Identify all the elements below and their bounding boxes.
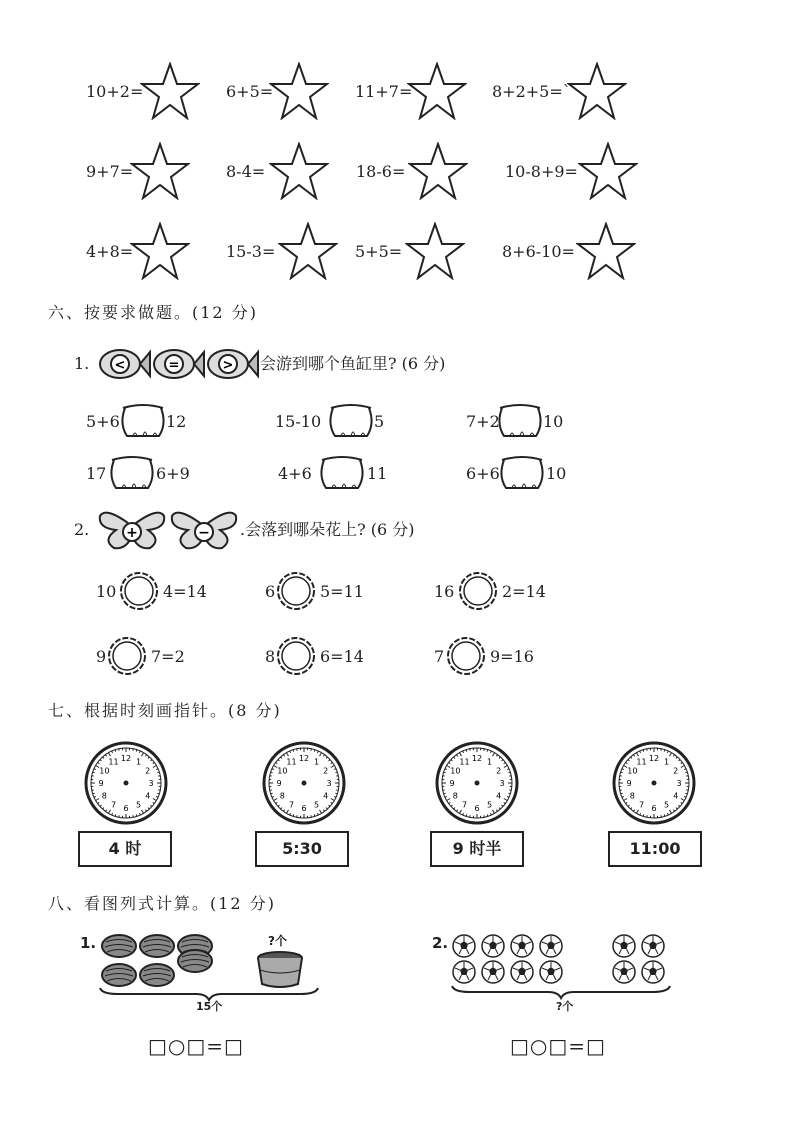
butterfly-symbol-minus: − bbox=[198, 525, 210, 541]
flower-left-6: 7 bbox=[434, 647, 445, 666]
clock-number: 10 bbox=[450, 766, 461, 776]
section-6-title: 六、按要求做题。(12 分) bbox=[48, 303, 258, 322]
answer-star-9[interactable] bbox=[130, 222, 190, 280]
problem-2-number: 2. bbox=[432, 934, 449, 952]
clock-number: 3 bbox=[326, 779, 332, 788]
star-problem-1: 10+2= bbox=[86, 82, 144, 101]
flower-right-3: 2=14 bbox=[502, 582, 546, 601]
fishbowl-right-6: 10 bbox=[546, 464, 567, 483]
flower-left-3: 16 bbox=[434, 582, 455, 601]
clock-number: 1 bbox=[135, 757, 142, 767]
soccer-ball-icon bbox=[510, 960, 534, 984]
star-problem-6: 8-4= bbox=[226, 162, 266, 181]
fish-symbol-lt: < bbox=[114, 358, 126, 373]
watermelon-icon bbox=[138, 933, 176, 959]
clock-number: 1 bbox=[663, 757, 670, 767]
q1-number: 1. bbox=[74, 354, 90, 373]
soccer-ball-icon bbox=[641, 934, 665, 958]
clock-number: 11 bbox=[636, 757, 647, 767]
flower-right-6: 9=16 bbox=[490, 647, 534, 666]
fishbowl-left-4: 17 bbox=[86, 464, 107, 483]
clock-number: 8 bbox=[452, 791, 458, 801]
star-problem-7: 18-6= bbox=[356, 162, 406, 181]
clock-number: 3 bbox=[676, 779, 682, 788]
answer-star-5[interactable] bbox=[130, 142, 190, 200]
soccer-ball-icon bbox=[612, 934, 636, 958]
clock-number: 10 bbox=[627, 766, 638, 776]
fishbowl-answer-3[interactable] bbox=[494, 402, 546, 442]
clock-number: 12 bbox=[471, 754, 483, 763]
answer-star-10[interactable] bbox=[278, 222, 338, 280]
flower-left-4: 9 bbox=[96, 647, 107, 666]
clock-number: 4 bbox=[323, 791, 329, 801]
clock-face-4[interactable] bbox=[612, 741, 696, 825]
problem-1-figure bbox=[80, 928, 330, 1018]
section-7-title: 七、根据时刻画指针。(8 分) bbox=[48, 701, 282, 720]
clock-number: 4 bbox=[145, 791, 151, 801]
flower-answer-2[interactable] bbox=[274, 569, 318, 613]
clock-number: 4 bbox=[673, 791, 679, 801]
answer-star-6[interactable] bbox=[269, 142, 329, 200]
fish-icon bbox=[100, 350, 150, 378]
q2-number: 2. bbox=[74, 520, 90, 539]
star-problem-9: 4+8= bbox=[86, 242, 134, 261]
flower-right-4: 7=2 bbox=[151, 647, 185, 666]
fish-icon bbox=[154, 350, 204, 378]
clock-number: 1 bbox=[486, 757, 493, 767]
clock-number: 2 bbox=[496, 766, 502, 776]
clock-number: 5 bbox=[663, 800, 670, 810]
time-label-2: 5:30 bbox=[255, 831, 349, 867]
fishbowl-answer-4[interactable] bbox=[106, 454, 158, 494]
fish-symbol-eq: = bbox=[168, 358, 180, 373]
clock-number: 7 bbox=[461, 800, 468, 810]
clock-center bbox=[475, 781, 480, 786]
clock-number: 9 bbox=[98, 779, 104, 788]
answer-star-7[interactable] bbox=[408, 142, 468, 200]
flower-left-1: 10 bbox=[96, 582, 117, 601]
clock-number: 2 bbox=[145, 766, 151, 776]
star-problem-11: 5+5= bbox=[355, 242, 403, 261]
problem-2-figure bbox=[432, 928, 682, 1018]
clock-face-1[interactable] bbox=[84, 741, 168, 825]
problem-1-unknown-label: ?个 bbox=[268, 934, 287, 948]
watermelon-icon bbox=[100, 962, 138, 988]
answer-star-1[interactable] bbox=[140, 62, 200, 120]
clock-number: 6 bbox=[651, 804, 657, 813]
clock-number: 6 bbox=[301, 804, 307, 813]
soccer-ball-icon bbox=[481, 960, 505, 984]
clock-face-2[interactable] bbox=[262, 741, 346, 825]
clock-number: 5 bbox=[313, 800, 320, 810]
fishbowl-right-1: 12 bbox=[166, 412, 187, 431]
clock-number: 7 bbox=[638, 800, 645, 810]
answer-star-11[interactable] bbox=[405, 222, 465, 280]
star-problem-4: 8+2+5=` bbox=[492, 82, 571, 101]
soccer-ball-icon bbox=[641, 960, 665, 984]
time-label-4: 11:00 bbox=[608, 831, 702, 867]
fish-group bbox=[94, 344, 260, 384]
fish-icon bbox=[208, 350, 258, 378]
fishbowl-right-3: 10 bbox=[543, 412, 564, 431]
clock-number: 8 bbox=[629, 791, 635, 801]
clock-number: 7 bbox=[110, 800, 117, 810]
clock-number: 12 bbox=[120, 754, 132, 763]
answer-star-4[interactable] bbox=[567, 62, 627, 120]
basket-icon bbox=[254, 948, 306, 990]
clock-center bbox=[124, 781, 129, 786]
problem-1-answer[interactable]: □○□=□ bbox=[148, 1034, 244, 1058]
fishbowl-left-1: 5+6 bbox=[86, 412, 120, 431]
clock-number: 12 bbox=[298, 754, 310, 763]
fishbowl-answer-1[interactable] bbox=[117, 402, 169, 442]
clock-number: 9 bbox=[626, 779, 632, 788]
flower-answer-3[interactable] bbox=[456, 569, 500, 613]
star-problem-2: 6+5= bbox=[226, 82, 274, 101]
answer-star-3[interactable] bbox=[407, 62, 467, 120]
flower-right-1: 4=14 bbox=[163, 582, 207, 601]
soccer-ball-icon bbox=[510, 934, 534, 958]
clock-number: 6 bbox=[123, 804, 129, 813]
butterfly-group bbox=[96, 506, 242, 552]
clock-number: 6 bbox=[474, 804, 480, 813]
q2-text: .会落到哪朵花上? (6 分) bbox=[240, 520, 415, 539]
section-8-title: 八、看图列式计算。(12 分) bbox=[48, 894, 276, 913]
clock-number: 3 bbox=[499, 779, 505, 788]
clock-center bbox=[302, 781, 307, 786]
butterfly-icon bbox=[172, 513, 236, 549]
soccer-ball-icon bbox=[612, 960, 636, 984]
star-problem-8: 10-8+9= bbox=[505, 162, 578, 181]
clock-number: 2 bbox=[673, 766, 679, 776]
flower-answer-4[interactable] bbox=[105, 634, 149, 678]
time-label-3: 9 时半 bbox=[430, 831, 524, 867]
fishbowl-answer-6[interactable] bbox=[496, 454, 548, 494]
star-problem-3: 11+7= bbox=[355, 82, 413, 101]
flower-left-5: 8 bbox=[265, 647, 276, 666]
clock-number: 1 bbox=[313, 757, 320, 767]
answer-star-12[interactable] bbox=[576, 222, 636, 280]
butterfly-symbol-plus: + bbox=[126, 525, 138, 541]
problem-2-answer[interactable]: □○□=□ bbox=[510, 1034, 606, 1058]
time-label-1: 4 时 bbox=[78, 831, 172, 867]
fishbowl-right-5: 11 bbox=[367, 464, 388, 483]
answer-star-8[interactable] bbox=[578, 142, 638, 200]
flower-answer-6[interactable] bbox=[444, 634, 488, 678]
soccer-ball-icon bbox=[452, 960, 476, 984]
clock-number: 8 bbox=[101, 791, 107, 801]
clock-number: 9 bbox=[449, 779, 455, 788]
clock-number: 5 bbox=[135, 800, 142, 810]
soccer-ball-icon bbox=[539, 960, 563, 984]
fishbowl-left-6: 6+6 bbox=[466, 464, 500, 483]
watermelon-icon bbox=[176, 948, 214, 974]
clock-number: 10 bbox=[99, 766, 110, 776]
butterfly-icon bbox=[100, 513, 164, 549]
flower-answer-1[interactable] bbox=[117, 569, 161, 613]
clock-number: 3 bbox=[148, 779, 154, 788]
problem-2-total-label: ?个 bbox=[556, 1000, 574, 1013]
clock-number: 11 bbox=[108, 757, 119, 767]
clock-number: 8 bbox=[279, 791, 285, 801]
flower-answer-5[interactable] bbox=[274, 634, 318, 678]
clock-number: 9 bbox=[276, 779, 282, 788]
soccer-ball-icon bbox=[481, 934, 505, 958]
clock-number: 4 bbox=[496, 791, 502, 801]
problem-1-number: 1. bbox=[80, 934, 97, 952]
watermelon-icon bbox=[138, 962, 176, 988]
fishbowl-left-3: 7+2 bbox=[466, 412, 500, 431]
clock-face-3[interactable] bbox=[435, 741, 519, 825]
flower-right-5: 6=14 bbox=[320, 647, 364, 666]
star-problem-10: 15-3= bbox=[226, 242, 276, 261]
watermelon-icon bbox=[100, 933, 138, 959]
fishbowl-right-2: 5 bbox=[374, 412, 385, 431]
q1-text: 会游到哪个鱼缸里? (6 分) bbox=[260, 354, 446, 373]
problem-1-total-label: 15个 bbox=[196, 1000, 223, 1013]
clock-number: 7 bbox=[288, 800, 295, 810]
fishbowl-right-4: 6+9 bbox=[156, 464, 190, 483]
clock-number: 2 bbox=[323, 766, 329, 776]
clock-center bbox=[652, 781, 657, 786]
soccer-ball-icon bbox=[539, 934, 563, 958]
clock-number: 11 bbox=[286, 757, 297, 767]
clock-number: 10 bbox=[277, 766, 288, 776]
fishbowl-left-2: 15-10 bbox=[275, 412, 322, 431]
fish-symbol-gt: > bbox=[222, 358, 234, 373]
star-problem-5: 9+7= bbox=[86, 162, 134, 181]
fishbowl-left-5: 4+6 bbox=[278, 464, 312, 483]
clock-number: 5 bbox=[486, 800, 493, 810]
fishbowl-answer-5[interactable] bbox=[316, 454, 368, 494]
soccer-ball-icon bbox=[452, 934, 476, 958]
flower-right-2: 5=11 bbox=[320, 582, 364, 601]
clock-number: 11 bbox=[459, 757, 470, 767]
answer-star-2[interactable] bbox=[269, 62, 329, 120]
flower-left-2: 6 bbox=[265, 582, 276, 601]
clock-number: 12 bbox=[648, 754, 660, 763]
fishbowl-answer-2[interactable] bbox=[325, 402, 377, 442]
star-problem-12: 8+6-10= bbox=[502, 242, 575, 261]
